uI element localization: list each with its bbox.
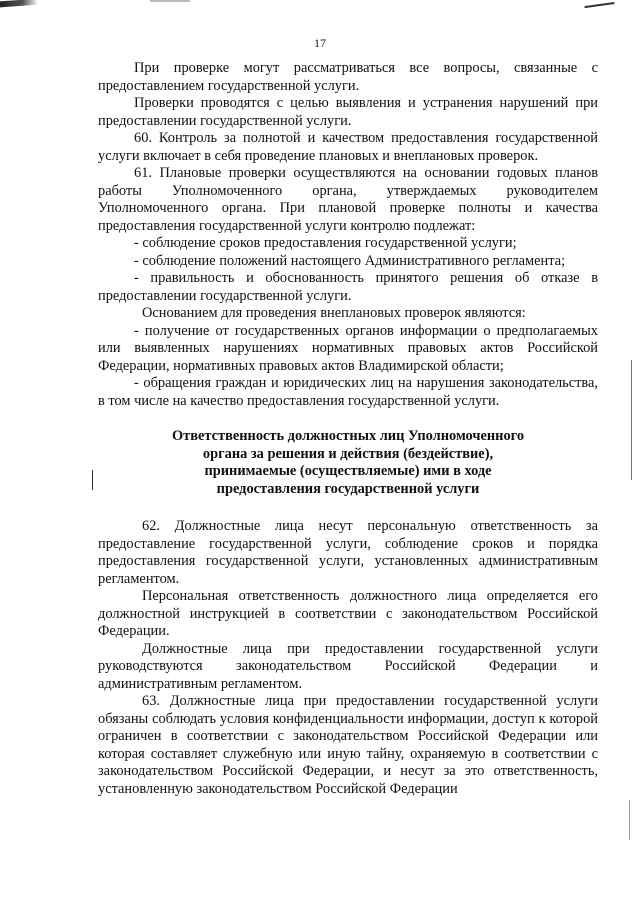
paragraph: Проверки проводятся с целью выявления и устранения нарушений при предоставлении государственной услуги.: [98, 95, 598, 129]
scan-artifact: [0, 0, 38, 7]
list-item: - соблюдение положений настоящего Административного регламента;: [134, 252, 566, 269]
heading-line: Ответственность должностных лиц Уполномоченного: [171, 428, 525, 444]
paragraph: При проверке могут рассматриваться все вопросы, связанные с предоставлением государственной услуги.: [98, 60, 598, 94]
list-item: - получение от государственных органов информации о предполагаемых или выявленных нарушениях нормативных правовых актов Российской Федерации, нормативных правовых актов Владимирской области;: [98, 322, 598, 374]
paragraph: Должностные лица при предоставлении государственной услуги руководствуются законодательством Российской Федерации и административным регламентом.: [98, 640, 598, 692]
paragraph: 62. Должностные лица несут персональную ответственность за предоставление государственной услуги, соблюдение сроков и порядка предоставления государственной услуги, установленных административным регламентом.: [98, 518, 598, 587]
paragraph: Персональная ответственность должностного лица определяется его должностной инструкцией в соответствии с законодательством Российской Федерации.: [98, 588, 598, 639]
scan-edge-line: [631, 360, 632, 480]
scan-margin-mark: [92, 470, 93, 490]
list-item: - соблюдение сроков предоставления государственной услуги;: [134, 235, 517, 251]
heading-line: предоставления государственной услуги: [216, 480, 480, 497]
document-body: [98, 60, 598, 798]
list-item: - правильность и обоснованность принятого решения об отказе в предоставлении государственной услуги.: [98, 270, 598, 304]
scan-artifact: [584, 2, 615, 16]
scan-artifact: [150, 0, 190, 2]
section-heading: [98, 428, 598, 498]
page-number: 17: [314, 36, 326, 50]
paragraph: Основанием для проведения внеплановых проверок являются:: [142, 305, 526, 321]
paragraph: 60. Контроль за полнотой и качеством предоставления государственной услуги включает в себя проведение плановых и внеплановых проверок.: [98, 130, 598, 164]
heading-line: органа за решения и действия (бездействие),: [202, 445, 494, 462]
heading-line: принимаемые (осуществляемые) ими в ходе: [204, 463, 492, 479]
list-item: - обращения граждан и юридических лиц на нарушения законодательства, в том числе на качество предоставления государственной услуги.: [98, 375, 598, 409]
paragraph: 63. Должностные лица при предоставлении государственной услуги обязаны соблюдать условия конфиденциальности информации, доступ к которой ограничен в соответствии с законодательством Российской Федерации или которая составляет служебную или иную тайну, охраняемую в соответствии с законодательством Российской Федерации, и несут за это ответственность, установленную законодательством Российской Федерации: [98, 693, 598, 797]
scan-edge-line: [629, 800, 630, 840]
paragraph: 61. Плановые проверки осуществляются на основании годовых планов работы Уполномоченного органа, утверждаемых руководителем Уполномоченного органа. При плановой проверке полноты и качества предоставления государственной услуги контролю подлежат:: [98, 165, 598, 234]
